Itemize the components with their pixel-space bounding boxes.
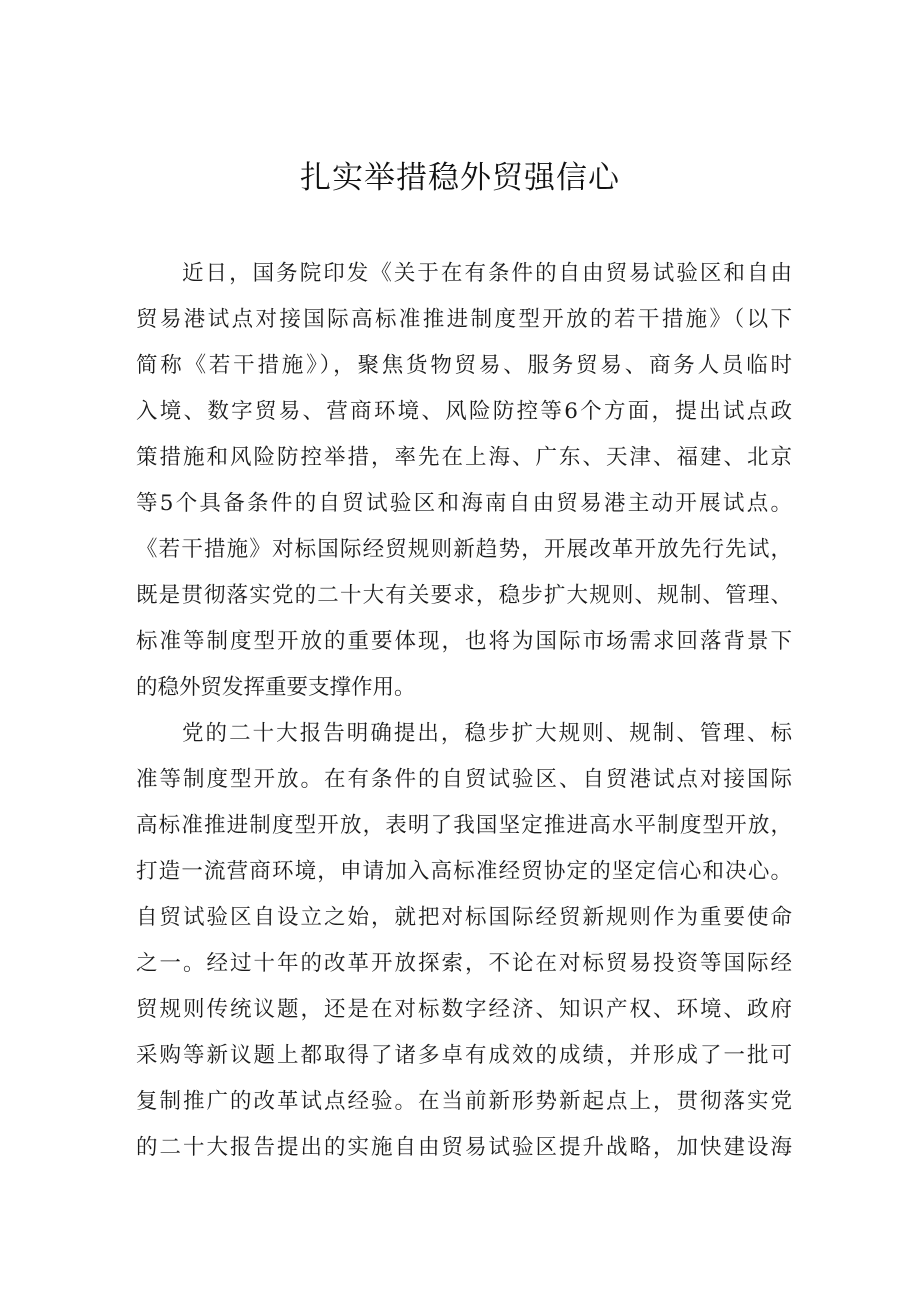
- paragraph-line: 复制推广的改革试点经验。在当前新形势新起点上，贯彻落实党: [136, 1089, 792, 1114]
- paragraph-line: 准等制度型开放。在有条件的自贸试验区、自贸港试点对接国际: [136, 767, 792, 792]
- paragraph-line: 贸易港试点对接国际高标准推进制度型开放的若干措施》（以下: [136, 307, 792, 332]
- paragraph-line: 党的二十大报告明确提出，稳步扩大规则、规制、管理、标: [182, 721, 792, 746]
- paragraph-line: 打造一流营商环境，申请加入高标准经贸协定的坚定信心和决心。: [136, 859, 792, 884]
- paragraph-line: 之一。经过十年的改革开放探索，不论在对标贸易投资等国际经: [136, 951, 792, 976]
- paragraph-line: 既是贯彻落实党的二十大有关要求，稳步扩大规则、规制、管理、: [136, 583, 792, 608]
- paragraph-line: 等5个具备条件的自贸试验区和海南自由贸易港主动开展试点。: [136, 491, 792, 516]
- document-body: [136, 251, 792, 1171]
- paragraph-line: 简称《若干措施》），聚焦货物贸易、服务贸易、商务人员临时: [136, 353, 792, 378]
- paragraph-line: 近日，国务院印发《关于在有条件的自由贸易试验区和自由: [182, 261, 792, 286]
- document-title: 扎实举措稳外贸强信心: [300, 160, 620, 196]
- paragraph-line: 策措施和风险防控举措，率先在上海、广东、天津、福建、北京: [136, 445, 792, 470]
- paragraph-line: 的二十大报告提出的实施自由贸易试验区提升战略，加快建设海: [136, 1135, 792, 1160]
- paragraph-2: [136, 711, 792, 1171]
- paragraph-line: 高标准推进制度型开放，表明了我国坚定推进高水平制度型开放，: [136, 813, 792, 838]
- paragraph-line: 采购等新议题上都取得了诸多卓有成效的成绩，并形成了一批可: [136, 1043, 792, 1068]
- paragraph-line: 标准等制度型开放的重要体现，也将为国际市场需求回落背景下: [136, 629, 792, 654]
- paragraph-line: 自贸试验区自设立之始，就把对标国际经贸新规则作为重要使命: [136, 905, 792, 930]
- paragraph-line: 的稳外贸发挥重要支撑作用。: [136, 675, 416, 700]
- paragraph-1: [136, 251, 792, 711]
- paragraph-line: 《若干措施》对标国际经贸规则新趋势，开展改革开放先行先试，: [136, 537, 792, 562]
- paragraph-line: 贸规则传统议题，还是在对标数字经济、知识产权、环境、政府: [136, 997, 792, 1022]
- paragraph-line: 入境、数字贸易、营商环境、风险防控等6个方面，提出试点政: [136, 399, 792, 424]
